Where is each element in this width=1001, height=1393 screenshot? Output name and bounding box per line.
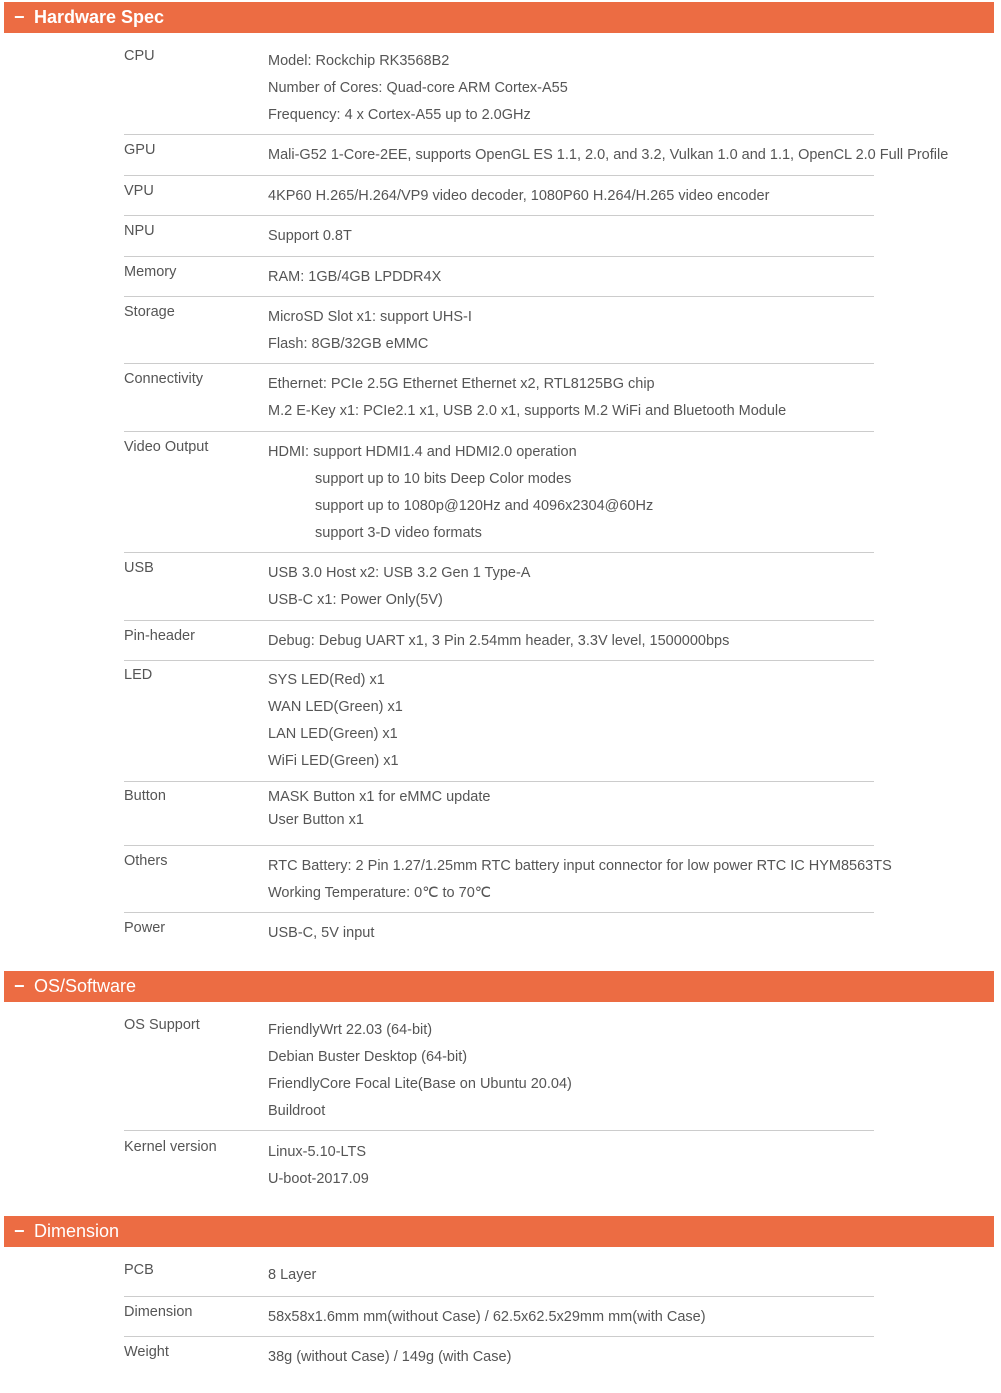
spec-value: RAM: 1GB/4GB LPDDR4X	[268, 269, 442, 285]
spec-value: Flash: 8GB/32GB eMMC	[268, 336, 429, 352]
section-title: OS/Software	[34, 976, 137, 996]
spec-row-cpu	[124, 40, 874, 135]
spec-value: MASK Button x1 for eMMC update	[268, 789, 491, 805]
spec-row-button	[124, 782, 874, 846]
spec-row-vpu	[124, 176, 874, 216]
spec-values	[268, 1017, 968, 1125]
spec-row-pin-header	[124, 621, 874, 661]
spec-values	[268, 920, 968, 947]
spec-value: Buildroot	[268, 1103, 326, 1119]
spec-value: 58x58x1.6mm mm(without Case) / 62.5x62.5x29mm mm(with Case)	[268, 1309, 706, 1325]
spec-row-kernel-version	[124, 1131, 874, 1201]
spec-row-video-output	[124, 432, 874, 553]
section-header-os-software[interactable]	[4, 971, 994, 1002]
spec-values	[268, 628, 968, 655]
spec-value: MicroSD Slot x1: support UHS-I	[268, 309, 472, 325]
section-header-dimension[interactable]	[4, 1216, 994, 1247]
spec-label: Video Output	[124, 439, 209, 455]
spec-label: Weight	[124, 1344, 169, 1360]
spec-value: Debian Buster Desktop (64-bit)	[268, 1049, 468, 1065]
spec-value: Model: Rockchip RK3568B2	[268, 53, 450, 69]
spec-label: CPU	[124, 48, 155, 64]
spec-value: HDMI: support HDMI1.4 and HDMI2.0 operation	[268, 444, 577, 460]
collapse-icon[interactable]: −	[14, 1221, 25, 1241]
spec-row-others	[124, 846, 892, 913]
spec-value: LAN LED(Green) x1	[268, 726, 398, 742]
spec-value: U-boot-2017.09	[268, 1171, 369, 1187]
spec-label: Kernel version	[124, 1139, 217, 1155]
spec-row-usb	[124, 553, 874, 621]
spec-label: Button	[124, 788, 166, 804]
spec-values	[268, 48, 968, 129]
spec-row-os-support	[124, 1010, 874, 1131]
spec-row-dimension	[124, 1297, 874, 1337]
spec-values	[268, 223, 968, 250]
os-software-table	[124, 1010, 874, 1201]
spec-values	[268, 788, 968, 834]
spec-values	[268, 142, 968, 169]
spec-label: Power	[124, 920, 166, 936]
spec-row-power	[124, 913, 874, 953]
section-title: Hardware Spec	[34, 7, 165, 27]
hardware-spec-table	[124, 40, 949, 953]
spec-row-weight	[124, 1337, 874, 1377]
spec-row-gpu	[124, 135, 949, 176]
spec-value: Number of Cores: Quad-core ARM Cortex-A55	[268, 80, 568, 96]
dimension-table	[124, 1256, 874, 1377]
spec-value: Linux-5.10-LTS	[268, 1144, 367, 1160]
spec-values	[268, 304, 968, 358]
spec-row-memory	[124, 257, 874, 297]
spec-label: USB	[124, 560, 154, 576]
spec-value: USB 3.0 Host x2: USB 3.2 Gen 1 Type-A	[268, 565, 531, 581]
spec-value: support up to 10 bits Deep Color modes	[315, 471, 572, 487]
section-header-hardware-spec[interactable]	[4, 2, 994, 33]
spec-label: LED	[124, 667, 153, 683]
spec-label: VPU	[124, 183, 154, 199]
spec-values	[268, 853, 968, 907]
collapse-icon[interactable]: −	[14, 976, 25, 996]
spec-values	[268, 264, 968, 291]
spec-value: M.2 E-Key x1: PCIe2.1 x1, USB 2.0 x1, supports M.2 WiFi and Bluetooth Module	[268, 403, 787, 419]
spec-label: NPU	[124, 223, 155, 239]
spec-value: 38g (without Case) / 149g (with Case)	[268, 1349, 512, 1365]
spec-values	[268, 439, 968, 547]
spec-row-pcb	[124, 1256, 874, 1297]
spec-value: WiFi LED(Green) x1	[268, 753, 399, 769]
spec-values	[268, 183, 968, 210]
spec-values	[268, 1139, 968, 1193]
spec-label: OS Support	[124, 1017, 200, 1033]
spec-value: Debug: Debug UART x1, 3 Pin 2.54mm header, 3.3V level, 1500000bps	[268, 633, 730, 649]
spec-value: WAN LED(Green) x1	[268, 699, 403, 715]
spec-value: RTC Battery: 2 Pin 1.27/1.25mm RTC battery input connector for low power RTC IC HYM8563TS	[268, 858, 892, 874]
spec-values	[268, 371, 968, 425]
spec-row-led	[124, 661, 874, 782]
spec-value: FriendlyCore Focal Lite(Base on Ubuntu 20.04)	[268, 1076, 572, 1092]
spec-row-connectivity	[124, 364, 874, 432]
spec-label: Storage	[124, 304, 175, 320]
spec-values	[268, 560, 968, 614]
spec-value: 4KP60 H.265/H.264/VP9 video decoder, 1080P60 H.264/H.265 video encoder	[268, 188, 770, 204]
spec-value: Frequency: 4 x Cortex-A55 up to 2.0GHz	[268, 107, 531, 123]
spec-label: Memory	[124, 264, 177, 280]
spec-label: Connectivity	[124, 371, 203, 387]
spec-label: Others	[124, 853, 168, 869]
spec-value: USB-C x1: Power Only(5V)	[268, 592, 443, 608]
spec-values	[268, 1304, 968, 1331]
spec-row-npu	[124, 216, 874, 257]
spec-label: Dimension	[124, 1304, 193, 1320]
spec-value: Support 0.8T	[268, 228, 352, 244]
spec-values	[268, 1344, 968, 1371]
spec-row-storage	[124, 297, 874, 364]
spec-label: Pin-header	[124, 628, 195, 644]
spec-value: User Button x1	[268, 812, 364, 828]
spec-value: Ethernet: PCIe 2.5G Ethernet Ethernet x2, RTL8125BG chip	[268, 376, 655, 392]
spec-value: support up to 1080p@120Hz and 4096x2304@60Hz	[315, 498, 654, 514]
spec-label: PCB	[124, 1262, 154, 1278]
collapse-icon[interactable]: −	[14, 7, 25, 27]
spec-value: Mali-G52 1-Core-2EE, supports OpenGL ES 1.1, 2.0, and 3.2, Vulkan 1.0 and 1.1, OpenCL 2.0 Full Profile	[268, 147, 949, 163]
spec-value: Working Temperature: 0℃ to 70℃	[268, 885, 492, 901]
spec-value: USB-C, 5V input	[268, 925, 375, 941]
spec-value: FriendlyWrt 22.03 (64-bit)	[268, 1022, 433, 1038]
spec-value: support 3-D video formats	[315, 525, 482, 541]
section-title: Dimension	[34, 1221, 120, 1241]
spec-value: SYS LED(Red) x1	[268, 672, 385, 688]
spec-values	[268, 667, 968, 775]
spec-value: 8 Layer	[268, 1267, 317, 1283]
spec-values	[268, 1262, 968, 1289]
spec-label: GPU	[124, 142, 156, 158]
